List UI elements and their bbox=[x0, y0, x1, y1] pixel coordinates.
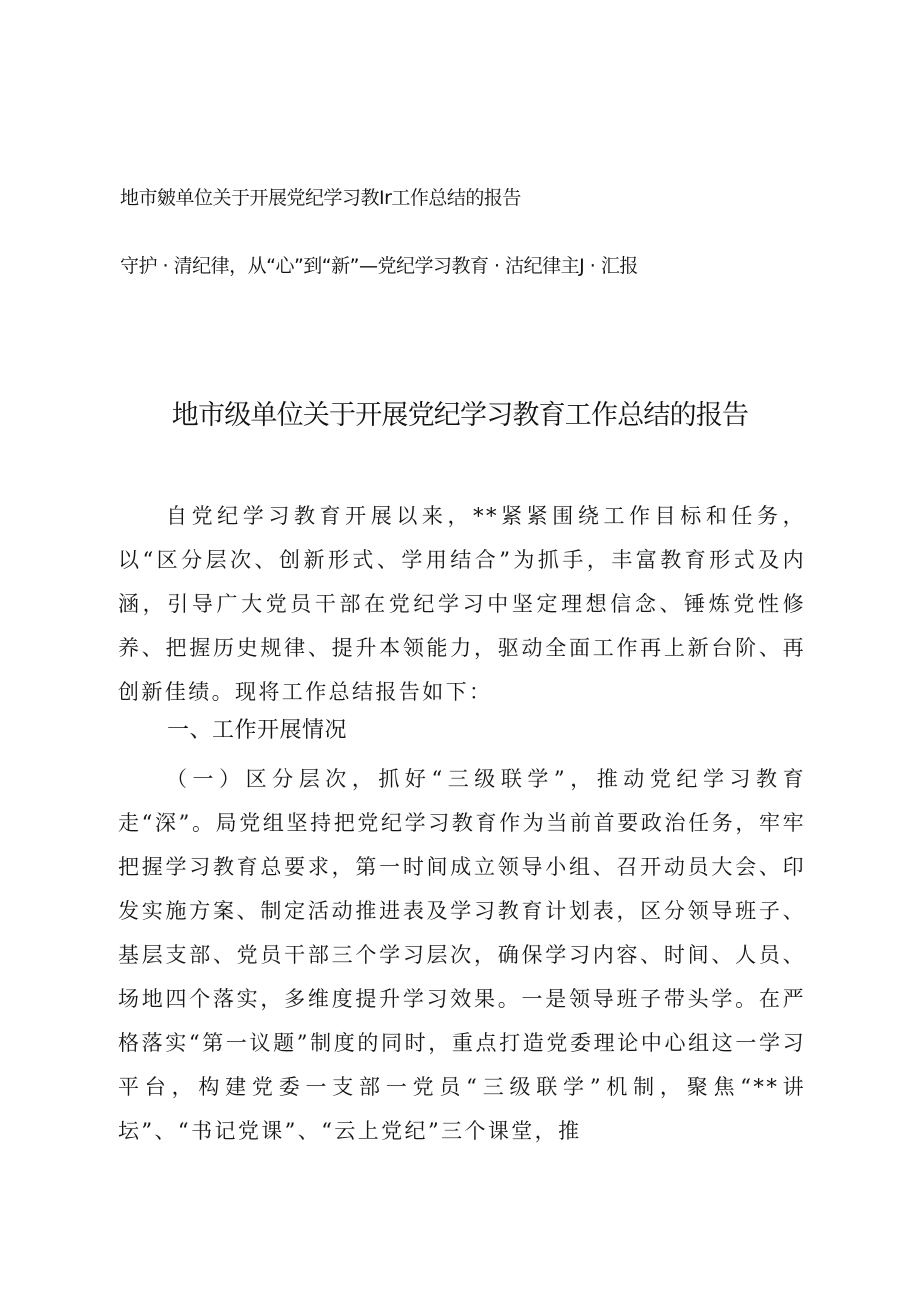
toc-line-2: 守护 · 清纪律，从“心”到“新”—党纪学习教育 · 沽纪律主J · 汇报 bbox=[120, 255, 638, 277]
toc-line-1: 地市皴单位关于开展党纪学习教Ir工作总结的报告 bbox=[120, 187, 521, 209]
document-title: 地市级单位关于开展党纪学习教育工作总结的报告 bbox=[171, 400, 749, 431]
intro-paragraph: 自党纪学习教育开展以来，**紧紧围绕工作目标和任务，以“区分层次、创新形式、学用结合”为抓手，丰富教育形式及内涵，引导广大党员干部在党纪学习中坚定理想信念、锤炼党性修养、把握历史规律、提升本领能力，驱动全面工作再上新台阶、再创新佳绩。现将工作总结报告如下： bbox=[118, 504, 806, 704]
section-heading-1: 一、工作开展情况 bbox=[167, 718, 348, 743]
subsection-paragraph-1: （一）区分层次，抓好“三级联学”，推动党纪学习教育走“深”。局党组坚持把党纪学习教育作为当前首要政治任务，牢牢把握学习教育总要求，第一时间成立领导小组、召开动员大会、印发实施方案、制定活动推进表及学习教育计划表，区分领导班子、基层支部、党员干部三个学习层次，确保学习内容、时间、人员、场地四个落实，多维度提升学习效果。一是领导班子带头学。在严格落实“第一议题”制度的同时，重点打造党委理论中心组这一学习平台，构建党委一支部一党员“三级联学”机制，聚焦“**讲坛”、“书记党课”、“云上党纪”三个课堂，推 bbox=[118, 767, 806, 1143]
